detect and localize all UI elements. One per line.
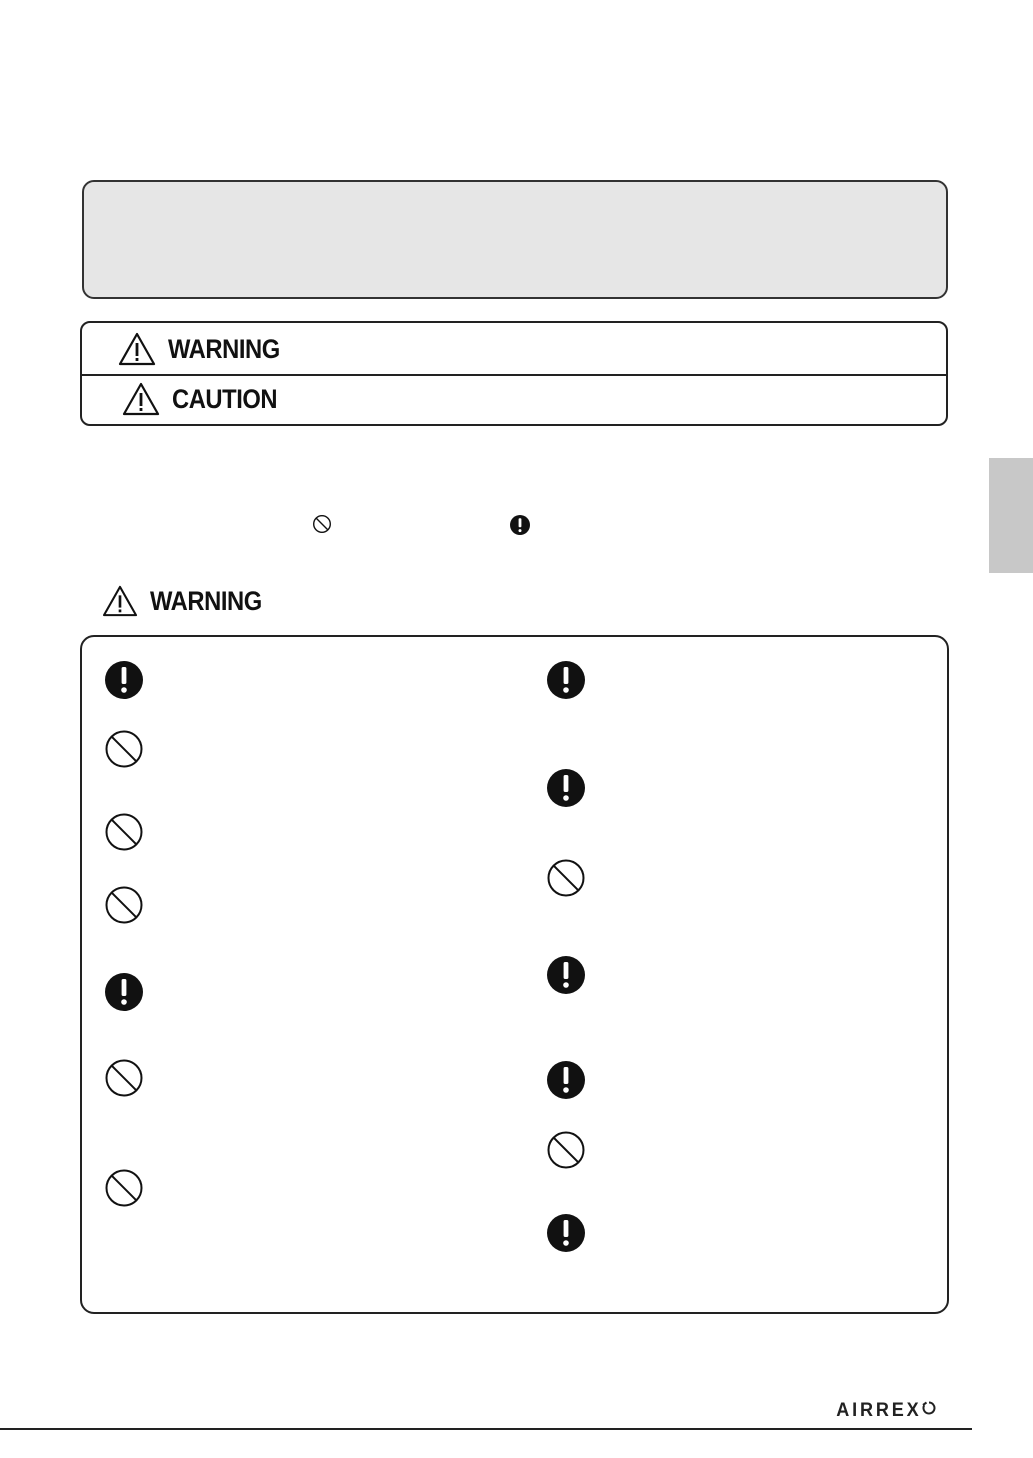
legend-warning-label: WARNING (168, 333, 280, 364)
warning-section-title: WARNING (150, 585, 262, 616)
prohibition-circle-icon (104, 1058, 144, 1098)
prohibition-circle-icon (546, 858, 586, 898)
section-index-tab (989, 458, 1033, 573)
prohibition-circle-icon (546, 1130, 586, 1170)
exclamation-circle-icon (546, 768, 586, 808)
prohibition-circle-icon (104, 885, 144, 925)
footer-rule (0, 1428, 972, 1430)
exclamation-circle-icon (546, 1213, 586, 1253)
exclamation-circle-icon (104, 660, 144, 700)
exclamation-circle-icon (546, 660, 586, 700)
legend-caution-row (122, 384, 292, 414)
warning-section-heading (102, 585, 277, 617)
brand-mark-icon (922, 1401, 936, 1415)
notice-box (82, 180, 948, 299)
legend-divider (82, 374, 946, 376)
warning-triangle-icon (118, 332, 156, 366)
prohibition-circle-icon (312, 514, 332, 534)
exclamation-circle-icon (546, 955, 586, 995)
prohibition-circle-icon (104, 729, 144, 769)
exclamation-circle-icon (104, 972, 144, 1012)
brand-logo: AIRREX (836, 1400, 922, 1421)
warning-items-box (80, 635, 949, 1314)
warning-triangle-icon (102, 585, 138, 617)
signal-word-legend (80, 321, 948, 426)
legend-caution-label: CAUTION (172, 383, 278, 414)
legend-warning-row (118, 334, 295, 364)
warning-triangle-icon (122, 382, 160, 416)
prohibition-circle-icon (104, 812, 144, 852)
exclamation-circle-icon (509, 514, 531, 536)
exclamation-circle-icon (546, 1060, 586, 1100)
prohibition-circle-icon (104, 1168, 144, 1208)
